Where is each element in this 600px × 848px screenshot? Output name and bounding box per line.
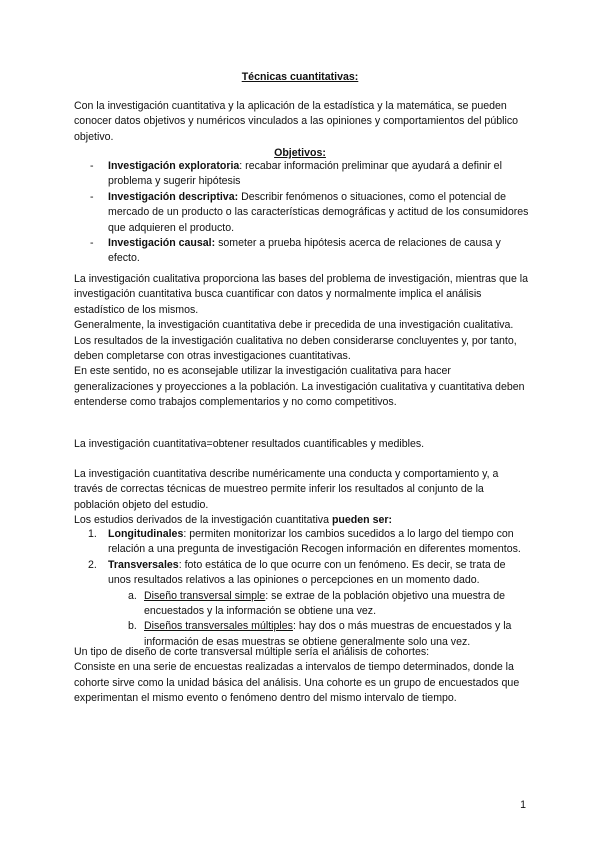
study-text: : permiten monitorizar los cambios sucedidos a lo largo del tiempo con relación a una pregunta de investigación Recogen información en diferentes momentos. [108, 528, 521, 556]
objective-term: Investigación causal: [108, 237, 216, 250]
objectives-heading: Objetivos: [274, 147, 326, 159]
studies-lead-bold: pueden ser: [331, 514, 392, 527]
sub-term: Diseños transversales múltiples [144, 620, 293, 633]
objectives-list [74, 159, 529, 267]
list-item [74, 190, 529, 236]
sub-term: Diseño transversal simple [144, 589, 266, 602]
list-item [74, 236, 529, 267]
page-title: Técnicas cuantitativas: [241, 71, 359, 83]
study-text: : foto estática de lo que ocurre con un fenómeno. Es decir, se trata de unos resultados relativos a las opiniones o percepciones en un momento dado. [108, 558, 506, 587]
bullet: - [90, 190, 94, 203]
studies-lead-text: Los estudios derivados de la investigación cuantitativa [74, 514, 332, 527]
description-paragraph [74, 467, 529, 529]
paragraph-line: Un tipo de diseño de corte transversal múltiple sería el análisis de cohortes: [74, 646, 430, 658]
paragraph-line: Los resultados de la investigación cualitativa no deben considerarse concluyentes y, por tanto, deben completarse con otras investigaciones cuantitativas. [74, 334, 517, 363]
list-number: 1. [88, 528, 97, 540]
objective-term: Investigación descriptiva: [108, 190, 239, 203]
list-item [74, 558, 529, 650]
study-term: Transversales [108, 558, 179, 571]
paragraph-line: La investigación cualitativa proporciona las bases del problema de investigación, mientras que la investigación cuantitativa busca cuantificar con datos y normalmente implica el análisis estadístico de los mismos. [74, 273, 529, 316]
objective-text: Describir fenómenos o situaciones, como el potencial de mercado de un producto o las características demográficas y actitud de los consumidores que adquieren el producto. [108, 190, 529, 234]
list-item [108, 589, 529, 620]
list-item [74, 159, 529, 190]
paragraph-line: La investigación cuantitativa describe numéricamente una conducta y comportamiento y, a través de correctas técnicas de muestreo permite inferir los resultados al conjunto de la población objeto del estudio. [74, 468, 499, 511]
list-letter: b. [128, 620, 137, 633]
sub-text: : hay dos o más muestras de encuestados y la información de esas muestras se obtiene generalmente solo una vez. [144, 620, 512, 648]
page-number: 1 [520, 799, 526, 811]
bullet: - [90, 237, 94, 250]
objective-text: : recabar información preliminar que ayudará a definir el problema y sugerir hipótesis [108, 160, 502, 188]
objective-text: someter a prueba hipótesis acerca de relaciones de causa y efecto. [108, 237, 501, 265]
intro-paragraph: Con la investigación cuantitativa y la aplicación de la estadística y la matemática, se pueden conocer datos objetivos y numéricos vinculados a las opiniones y comportamientos del público objetivo. [74, 100, 519, 143]
paragraph-line: Generalmente, la investigación cuantitativa debe ir precedida de una investigación cualitativa. [74, 319, 514, 332]
cohort-paragraph [74, 645, 529, 707]
objective-term: Investigación exploratoria [108, 160, 240, 172]
list-letter: a. [128, 589, 137, 602]
sub-list [108, 589, 529, 651]
paragraph-line: En este sentido, no es aconsejable utilizar la investigación cualitativa para hacer generalizaciones y proyecciones a la población. La investigación cualitativa y cuantitativa deben entenderse como trabajos complementarios y no como competitivos. [74, 365, 525, 409]
study-term: Longitudinales [108, 528, 184, 540]
qualitative-vs-quantitative-paragraph [74, 272, 529, 411]
bullet: - [90, 160, 94, 172]
definition-paragraph: La investigación cuantitativa=obtener resultados cuantificables y medibles. [74, 438, 425, 450]
list-item [74, 527, 529, 558]
sub-text: : se extrae de la población objetivo una muestra de encuestados y la información se obtiene una vez. [144, 589, 505, 618]
studies-list [74, 527, 529, 650]
list-number: 2. [88, 558, 97, 571]
paragraph-line: Consiste en una serie de encuestas realizadas a intervalos de tiempo determinados, donde la cohorte sirve como la unidad básica del análisis. Una cohorte es un grupo de encuestados que experimentan el mismo evento o fenómeno dentro del mismo intervalo de tiempo. [74, 661, 520, 705]
